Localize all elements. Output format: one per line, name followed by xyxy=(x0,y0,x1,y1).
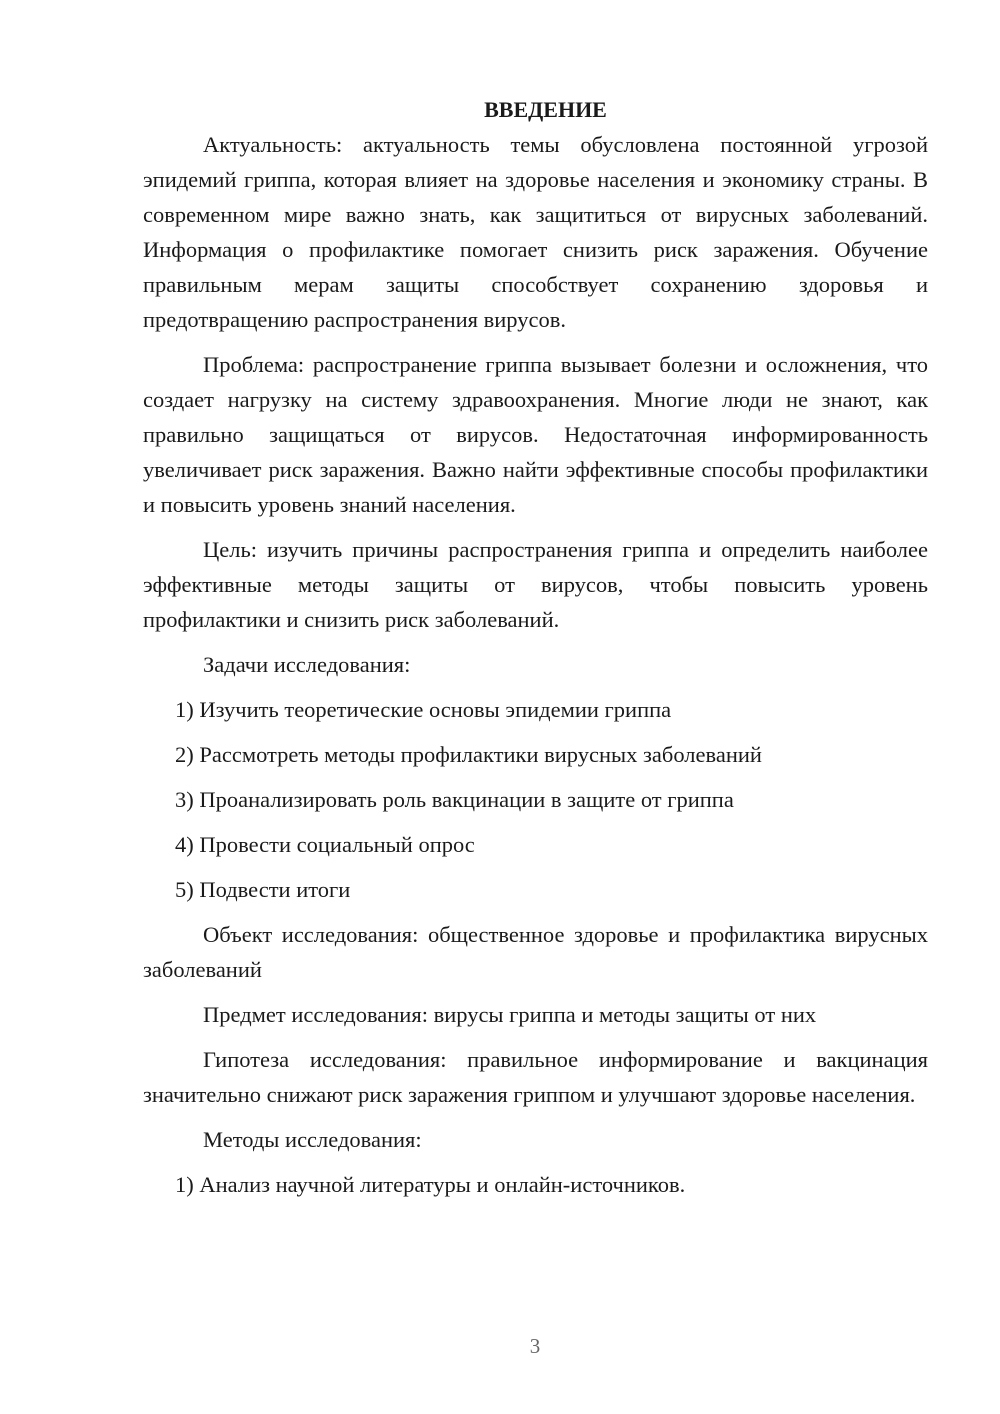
method-item: 1) Анализ научной литературы и онлайн-источников. xyxy=(175,1172,686,1197)
paragraph-hypothesis: Гипотеза исследования: правильное информирование и вакцинация значительно снижают риск заражения гриппом и улучшают здоровье населения. xyxy=(143,1047,928,1107)
task-item: 4) Провести социальный опрос xyxy=(175,832,475,857)
page-number: 3 xyxy=(529,1334,541,1358)
tasks-heading: Задачи исследования: xyxy=(203,652,411,677)
paragraph-problem: Проблема: распространение гриппа вызывает болезни и осложнения, что создает нагрузку на систему здравоохранения. Многие люди не знают, как правильно защищаться от вирусов. Недостаточная информированность увеличивает риск заражения. Важно найти эффективные способы профилактики и повысить уровень знаний населения. xyxy=(143,352,928,517)
page-title: ВВЕДЕНИЕ xyxy=(484,97,607,122)
task-item: 1) Изучить теоретические основы эпидемии гриппа xyxy=(175,697,672,722)
methods-list xyxy=(143,1167,928,1202)
task-item: 3) Проанализировать роль вакцинации в защите от гриппа xyxy=(175,787,734,812)
paragraph-object: Объект исследования: общественное здоровье и профилактика вирусных заболеваний xyxy=(143,922,928,982)
document-page xyxy=(143,92,928,1212)
tasks-list xyxy=(143,692,928,907)
methods-heading: Методы исследования: xyxy=(203,1127,422,1152)
task-item: 2) Рассмотреть методы профилактики вирусных заболеваний xyxy=(175,742,762,767)
task-item: 5) Подвести итоги xyxy=(175,877,351,902)
paragraph-goal: Цель: изучить причины распространения гриппа и определить наиболее эффективные методы защиты от вирусов, чтобы повысить уровень профилактики и снизить риск заболеваний. xyxy=(143,537,928,632)
paragraph-relevance: Актуальность: актуальность темы обусловлена постоянной угрозой эпидемий гриппа, которая влияет на здоровье населения и экономику страны. В современном мире важно знать, как защититься от вирусных заболеваний. Информация о профилактике помогает снизить риск заражения. Обучение правильным мерам защиты способствует сохранению здоровья и предотвращению распространения вирусов. xyxy=(143,132,928,332)
paragraph-subject: Предмет исследования: вирусы гриппа и методы защиты от них xyxy=(203,1002,817,1027)
